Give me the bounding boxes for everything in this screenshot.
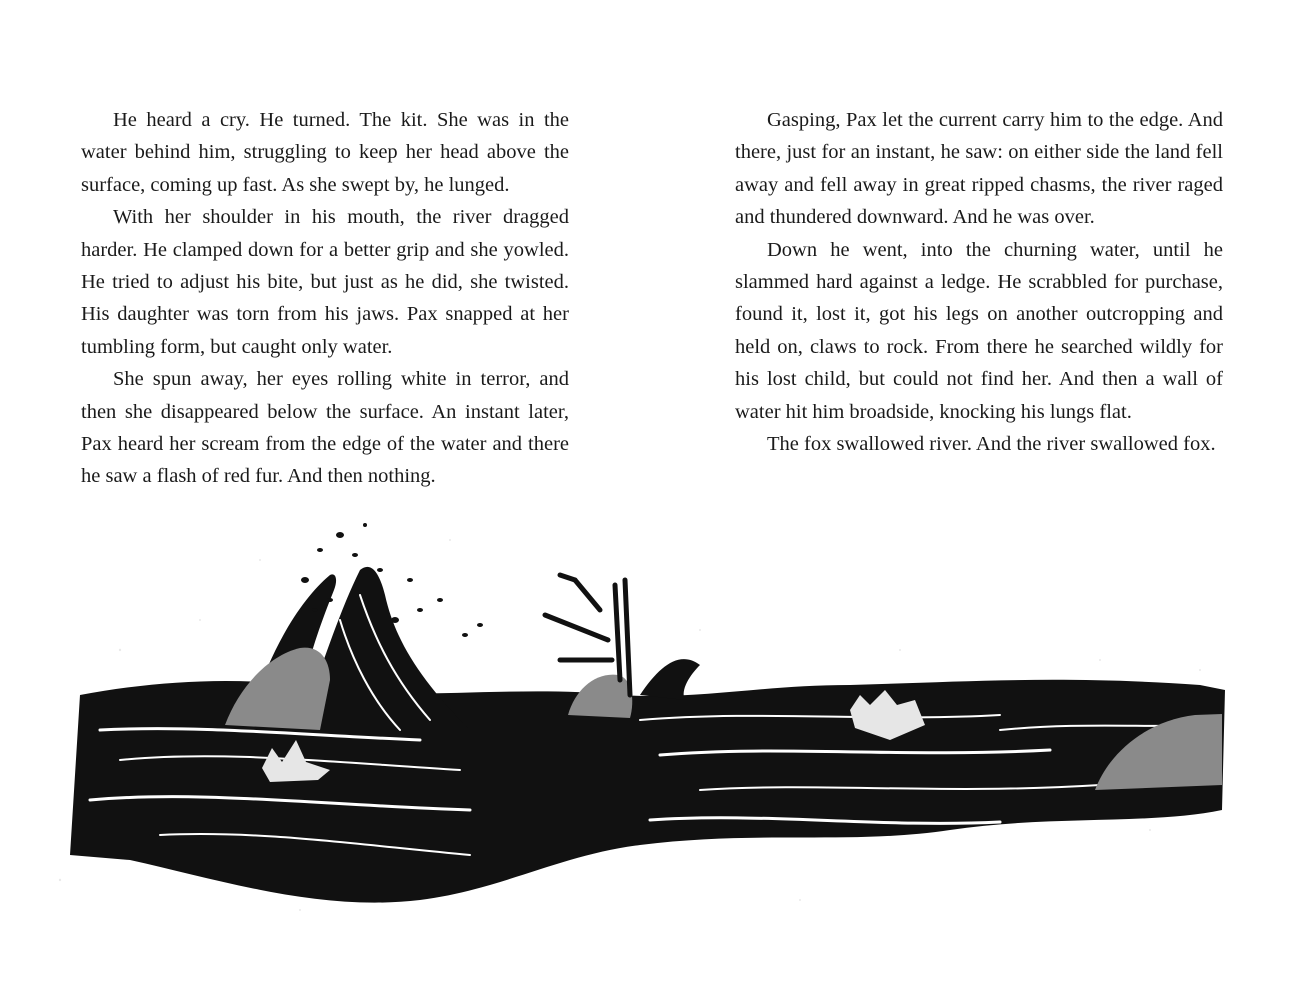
river-rapids-drawing xyxy=(0,500,1303,940)
right-paragraph-2: Down he went, into the churning water, until he slammed hard against a ledge. He scrabbled for purchase, found it, lost it, got his legs on another outcropping and held on, claws to rock. From there he searched wildly for his lost child, but could not find her. And then a wall of water hit him broadside, knocking his lungs flat. xyxy=(735,238,1223,423)
left-paragraph-3: She spun away, her eyes rolling white in terror, and then she disappeared below the surface. An instant later, Pax heard her scream from the edge of the water and there he saw a flash of red fur. And then nothing. xyxy=(81,368,569,488)
left-page-text xyxy=(81,104,569,493)
right-paragraph-3: The fox swallowed river. And the river swallowed fox. xyxy=(767,433,1216,456)
left-paragraph-2: With her shoulder in his mouth, the river dragged harder. He clamped down for a better grip and she yowled. He tried to adjust his bite, but just as he did, she twisted. His daughter was torn from his jaws. Pax snapped at her tumbling form, but caught only water. xyxy=(81,206,569,358)
right-paragraph-1: Gasping, Pax let the current carry him to the edge. And there, just for an instant, he saw: on either side the land fell away and fell away in great ripped chasms, the river raged and thundered downward. And he was over. xyxy=(735,109,1223,229)
left-paragraph-1: He heard a cry. He turned. The kit. She was in the water behind him, struggling to keep her head above the surface, coming up fast. As she swept by, he lunged. xyxy=(81,109,569,196)
rock-center xyxy=(568,675,632,718)
river-illustration xyxy=(0,500,1303,940)
right-page-text xyxy=(735,104,1223,460)
